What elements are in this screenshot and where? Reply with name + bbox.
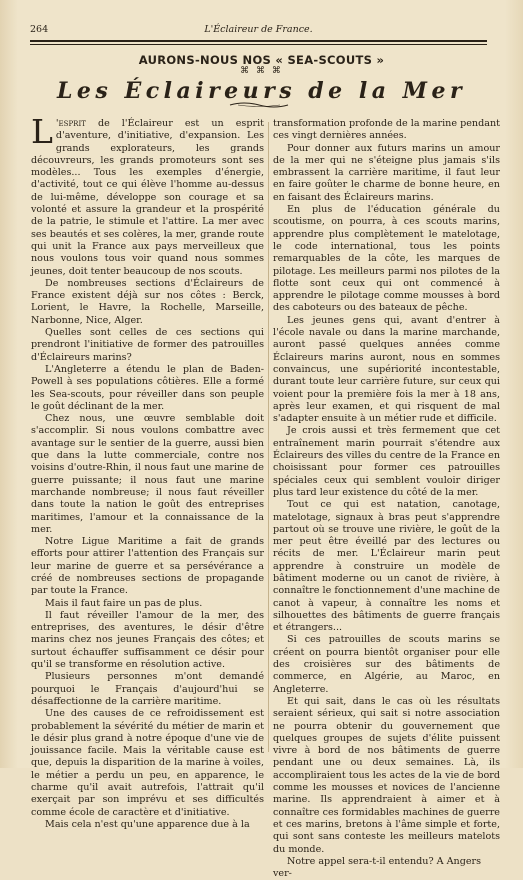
paragraph: Il faut réveiller l'amour de la mer, des entreprises, des aventures, le désir d'être marins chez nos jeunes Français des côtes; et surtout échauffer suffisamment ce désir pour qu'il se transforme en résolution active. bbox=[31, 609, 264, 671]
paragraph: Si ces patrouilles de scouts marins se créent on pourra bientôt organiser pour elle des croisières sur des bâtiments de commerce, en Algérie, au Maroc, en Angleterre. bbox=[273, 634, 500, 695]
paragraph: De nombreuses sections d'Éclaireurs de France existent déjà sur nos côtes : Berck, Lorient, le Havre, la Rochelle, Marseille, Narbonne, Nice, Alger. bbox=[31, 277, 264, 326]
paragraph: Et qui sait, dans le cas où les résultats seraient sérieux, qui sait si notre association ne pourra obtenir du gouvernement que quelques groupes de sujets d'élite puissent vivre à bord de nos bâtiments de guerre pendant une ou deux semaines. Là, ils accompliraient tous les actes de la vie de bord comme les mousses et novices de l'ancienne marine. Ils apprendraient à aimer et à connaître ces formidables machines de guerre et ces marins, bretons à l'âme simple et forte, qui sont sans conteste les meilleurs matelots du monde. bbox=[273, 695, 500, 855]
lead-word: 'esprit bbox=[55, 118, 86, 129]
paragraph: Plusieurs personnes m'ont demandé pourquoi le Français d'aujourd'hui se désaffectionne de la carrière maritime. bbox=[31, 671, 264, 707]
paragraph: Pour donner aux futurs marins un amour de la mer qui ne s'éteigne plus jamais s'ils embrassent la carrière maritime, il faut leur en faire goûter le charme de bonne heure, en en faisant des Éclaireurs marins. bbox=[273, 142, 500, 203]
paragraph: Je crois aussi et très fermement que cet entraînement marin pourrait s'étendre aux Éclaireurs des villes du centre de la France en choisissant pour former ces patrouilles spéciales ceux qui semblent vouloir diriger plus tard leur existence du côté de la mer. bbox=[273, 425, 500, 498]
article-kicker: AURONS-NOUS NOS « SEA-SCOUTS » bbox=[138, 53, 385, 67]
paragraph: Quelles sont celles de ces sections qui prendront l'initiative de former des patrouilles d'Éclaireurs marins? bbox=[31, 327, 264, 363]
paragraph: Mais il faut faire un pas de plus. bbox=[45, 597, 203, 609]
header-rule-thin bbox=[30, 44, 487, 45]
paragraph: transformation profonde de la marine pendant ces vingt dernières années. bbox=[273, 118, 500, 142]
paragraph: Notre Ligue Maritime a fait de grands efforts pour attirer l'attention des Français sur leur marine de guerre et sa persévérance a créé de nombreuses sections de propagande par toute la France. bbox=[31, 536, 264, 597]
paragraph: Les jeunes gens qui, avant d'entrer à l'école navale ou dans la marine marchande, auront passé quelques années comme Éclaireurs marins auront, nous en sommes convaincus, une supériorité incontestable, durant toute leur carrière future, sur ceux qui voient pour la première fois la mer à 18 ans, après leur examen, et qui risquent de mal s'adapter ensuite à un métier rude et difficile. bbox=[273, 314, 500, 425]
kicker-ornament: ⌘ ⌘ ⌘ bbox=[240, 66, 283, 76]
page-number: 264 bbox=[30, 24, 49, 35]
right-column bbox=[273, 118, 500, 880]
paragraph: Chez nous, une œuvre semblable doit s'accomplir. Si nous voulons combattre avec avantage sur le sentier de la guerre, aussi bien que dans la lutte commerciale, contre nos voisins d'outre-Rhin, il nous faut une marine de guerre puissante; il nous faut une marine marchande nombreuse; il nous faut réveiller dans toute la nation le goût des entreprises maritimes, l'amour et la connaissance de la mer. bbox=[31, 413, 264, 535]
paragraph: Notre appel sera-t-il entendu? A Angers ver- bbox=[273, 855, 482, 880]
left-column bbox=[31, 112, 264, 831]
drop-cap: L bbox=[31, 112, 53, 151]
running-title: L'Éclaireur de France. bbox=[204, 24, 313, 35]
article-title: Les Éclaireurs de la Mer bbox=[56, 78, 467, 104]
paragraph: Tout ce qui est natation, canotage, matelotage, signaux à bras peut s'apprendre partout où se trouve une rivière, le goût de la mer peut être éveillé par des lectures ou récits de mer. L'Éclaireur marin peut apprendre à construire un modèle de bâtiment moderne ou un canot de rivière, à connaître le fonctionnement d'une machine de canot à vapeur, à connaître les noms et silhouettes des bâtiments de guerre français et étrangers... bbox=[273, 499, 500, 634]
header-rule-thick bbox=[30, 40, 487, 42]
paragraph: Mais cela n'est qu'une apparence due à la bbox=[45, 818, 250, 830]
column-divider bbox=[268, 122, 269, 752]
opening-paragraph bbox=[31, 112, 264, 278]
paragraph: En plus de l'éducation générale du scoutisme, on pourra, à ces scouts marins, apprendre plus complètement le matelotage, le code international, tous les points remarquables de la côte, les marques de pilotage. Les meilleurs parmi nos pilotes de la flotte sont ceux qui ont commencé à apprendre le pilotage comme mousses à bord des caboteurs ou des bateaux de pêche. bbox=[273, 204, 500, 314]
paragraph: L'Angleterre a étendu le plan de Baden-Powell à ses populations côtières. Elle a formé les Sea-scouts, pour réveiller dans son peuple le goût déclinant de la mer. bbox=[31, 363, 264, 412]
paragraph: de l'Éclaireur est un esprit d'aventure, d'initiative, d'expansion. Les grands explorateurs, les grands découvreurs, les grands promoteurs sont ses modèles... Tous les exemples d'énergie, d'activité, tout ce qui élève l'homme au-dessus de lui-même, développe son courage et sa volonté et assure la grandeur et la prospérité de la patrie, le stimule et l'attire. La mer avec ses beautés et ses colères, la mer, grande route qui unit la France aux pays merveilleux que nous voulons tous voir quand nous sommes jeunes, doit tenter beaucoup de nos scouts. bbox=[31, 118, 264, 277]
page-header bbox=[30, 24, 487, 38]
paragraph: Une des causes de ce refroidissement est probablement la sévérité du métier de marin et le désir plus grand à notre époque d'une vie de jouissance facile. Mais la véritable cause est que, depuis la disparition de la marine à voiles, le métier a perdu un peu, en apparence, le charme qu'il avait autrefois, l'attrait qu'il exerçait par son imprévu et ses difficultés comme école de caractère et d'initiative. bbox=[31, 708, 264, 818]
title-flourish-ornament bbox=[228, 101, 290, 109]
